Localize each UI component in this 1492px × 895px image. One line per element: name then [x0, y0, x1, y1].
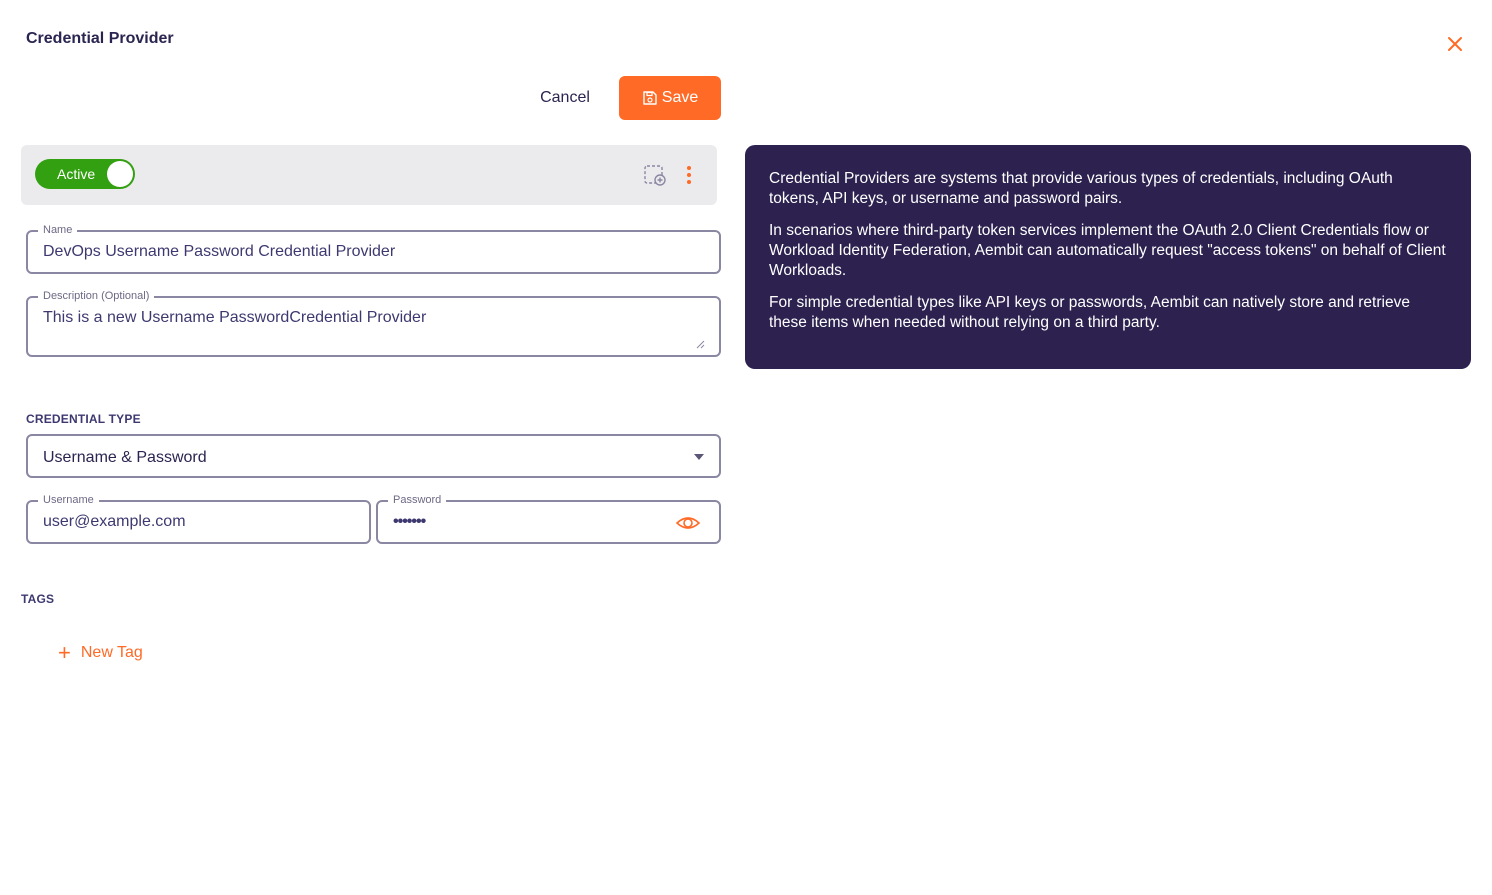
- status-bar: [21, 145, 717, 205]
- resize-handle-icon[interactable]: [695, 339, 705, 349]
- close-button[interactable]: [1444, 33, 1466, 55]
- copy-add-icon: [643, 164, 669, 188]
- copy-button[interactable]: [643, 164, 669, 188]
- info-paragraph: In scenarios where third-party token services implement the OAuth 2.0 Client Credentials flow or Workload Identity Federation, Aembit can automatically request "access tokens" on behalf of Client Workloads.: [769, 222, 1446, 279]
- new-tag-label: New Tag: [80, 644, 143, 661]
- password-field-label: Password: [388, 493, 446, 507]
- description-field-label: Description (Optional): [38, 289, 154, 303]
- credential-type-value: Username & Password: [43, 449, 207, 466]
- name-field[interactable]: [26, 224, 721, 274]
- active-toggle[interactable]: [35, 159, 135, 189]
- plus-icon: +: [58, 640, 71, 665]
- save-button[interactable]: [619, 76, 721, 120]
- caret-down-icon: [693, 454, 705, 460]
- new-tag-button[interactable]: [58, 640, 143, 665]
- toggle-password-visibility-button[interactable]: [675, 513, 701, 533]
- credential-type-heading: CREDENTIAL TYPE: [26, 412, 141, 426]
- info-paragraph: Credential Providers are systems that provide various types of credentials, including OAuth tokens, API keys, or username and password pairs.: [769, 170, 1393, 207]
- password-field-value: •••••••: [393, 513, 426, 530]
- username-field-value: user@example.com: [43, 513, 186, 530]
- floppy-disk-icon: [642, 90, 658, 106]
- name-field-value: DevOps Username Password Credential Provider: [43, 243, 396, 260]
- username-field[interactable]: [26, 494, 371, 544]
- close-icon: [1447, 36, 1463, 52]
- more-options-button[interactable]: [681, 163, 697, 187]
- tags-heading: TAGS: [21, 592, 55, 606]
- vertical-ellipsis-icon: [681, 163, 697, 187]
- name-field-label: Name: [38, 223, 77, 237]
- eye-icon: [675, 513, 701, 533]
- cancel-button[interactable]: Cancel: [525, 80, 605, 116]
- description-field-value: This is a new Username PasswordCredential Provider: [43, 309, 427, 326]
- info-panel: [745, 145, 1471, 369]
- active-toggle-label: Active: [57, 166, 96, 182]
- page-title: Credential Provider: [26, 30, 174, 47]
- toggle-knob: [107, 161, 133, 187]
- save-button-label: Save: [661, 89, 699, 106]
- info-paragraph: For simple credential types like API keys or passwords, Aembit can natively store and retrieve these items when needed without relying on a third party.: [769, 294, 1410, 331]
- username-field-label: Username: [38, 493, 99, 507]
- password-field[interactable]: [376, 494, 721, 544]
- description-field[interactable]: [26, 290, 721, 357]
- credential-type-select[interactable]: [26, 434, 721, 478]
